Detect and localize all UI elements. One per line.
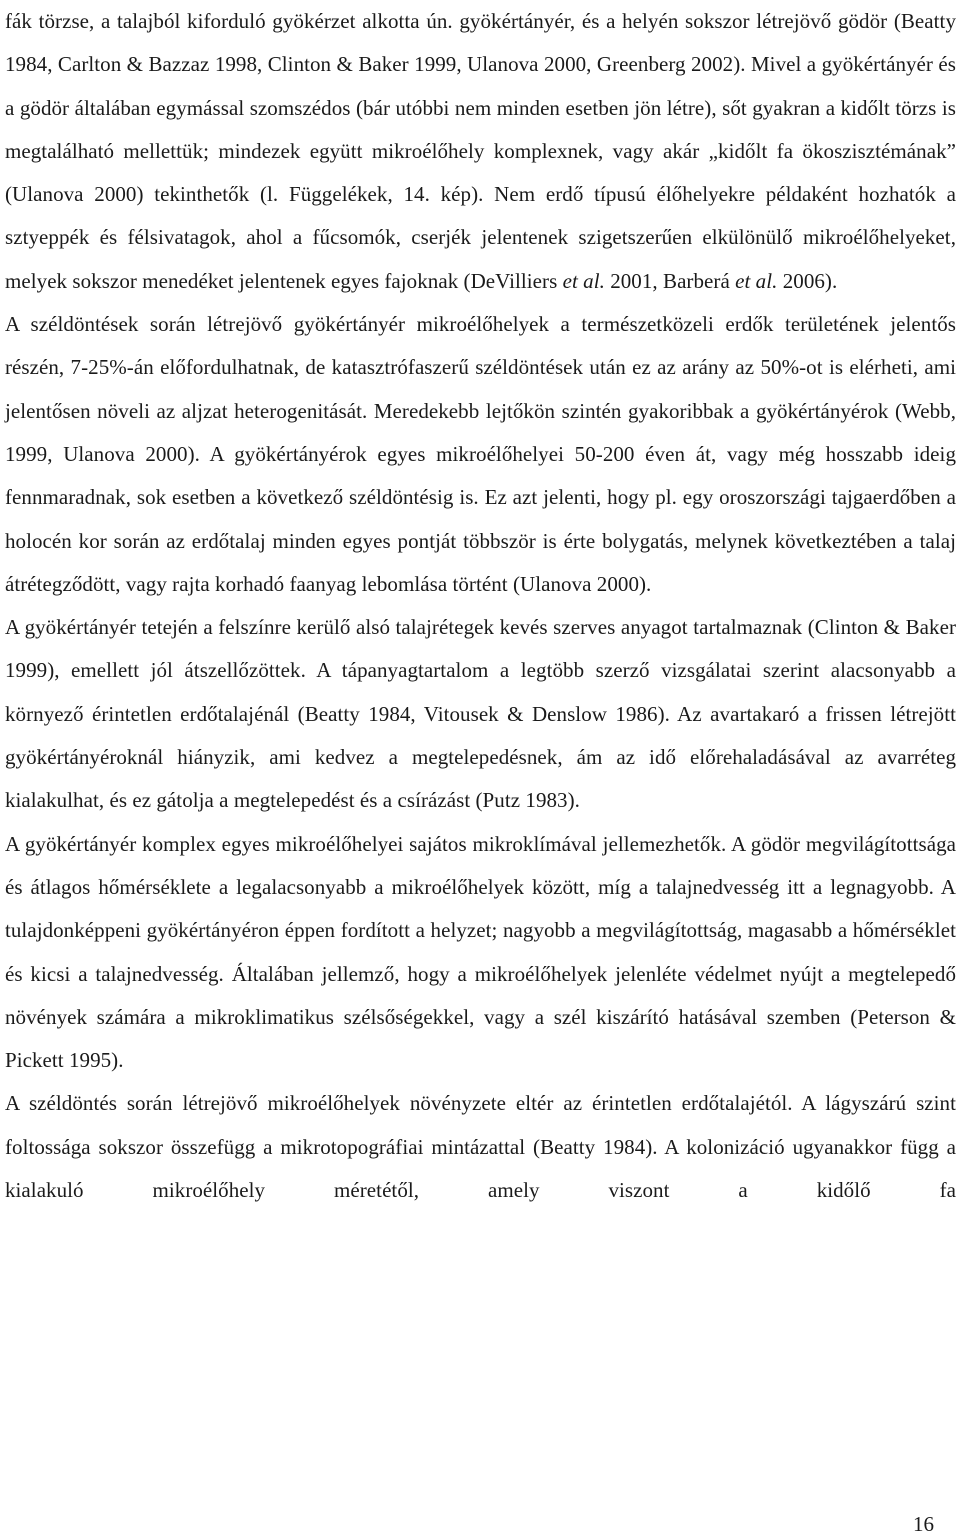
paragraph-1-italic-1: et al. bbox=[562, 268, 605, 293]
paragraph-5: A széldöntés során létrejövő mikroélőhelyek növényzete eltér az érintetlen erdőtalajétól. A lágyszárú szint foltossága sokszor összefügg a mikrotopográfiai mintázattal (Beatty 1984). A kolonizáció ugyanakkor függ a kialakuló mikroélőhely méretétől, amely viszont a kidőlő fa bbox=[5, 1091, 956, 1203]
body-text bbox=[5, 0, 956, 1212]
paragraph-1-tail: 2006). bbox=[777, 268, 838, 293]
paragraph-4: A gyökértányér komplex egyes mikroélőhelyei sajátos mikroklímával jellemezhetők. A gödör megvilágítottsága és átlagos hőmérséklete a legalacsonyabb a mikroélőhelyek között, míg a talajnedvesség itt a legnagyobb. A tulajdonképpeni gyökértányéron éppen fordított a helyzet; nagyobb a megvilágítottság, magasabb a hőmérséklet és kicsi a talajnedvesség. Általában jellemző, hogy a mikroélőhelyek jelenléte védelmet nyújt a megtelepedő növények számára a mikroklimatikus szélsőségekkel, vagy a szél kiszárító hatásával szemben (Peterson & Pickett 1995). bbox=[5, 831, 956, 1073]
paragraph-3: A gyökértányér tetején a felszínre kerülő alsó talajrétegek kevés szerves anyagot tartalmaznak (Clinton & Baker 1999), emellett jól átszellőzöttek. A tápanyagtartalom a legtöbb szerző vizsgálatai szerint alacsonyabb a környező érintetlen erdőtalajénál (Beatty 1984, Vitousek & Denslow 1986). Az avartakaró a frissen létrejött gyökértányéroknál hiányzik, ami kedvez a megtelepedésnek, ám az idő előrehaladásával az avarréteg kialakulhat, és ez gátolja a megtelepedést és a csírázást (Putz 1983). bbox=[5, 615, 956, 813]
paragraph-1-text: fák törzse, a talajból kiforduló gyökérzet alkotta ún. gyökértányér, és a helyén sokszor létrejövő gödör (Beatty 1984, Carlton & Bazzaz 1998, Clinton & Baker 1999, Ulanova 2000, Greenberg 2002). Mivel a gyökértányér és a gödör általában egymással szomszédos (bár utóbbi nem minden esetben jön létre), sőt gyakran a kidőlt törzs is megtalálható mellettük; mindezek együtt mikroélőhely komplexnek, vagy akár „kidőlt fa ökoszisztémának” (Ulanova 2000) tekinthetők (l. Függelékek, 14. kép). Nem erdő típusú élőhelyekre példaként hozhatók a sztyeppék és félsivatagok, ahol a fűcsomók, cserjék jelentenek szigetszerűen elkülönülő mikroélőhelyeket, melyek sokszor menedéket jelentenek egyes fajoknak (DeVilliers bbox=[5, 9, 956, 293]
page-number: 16 bbox=[913, 1512, 934, 1536]
paragraph-2: A széldöntések során létrejövő gyökértányér mikroélőhelyek a természetközeli erdők területének jelentős részén, 7-25%-án előfordulhatnak, de katasztrófaszerű széldöntések után ez az arány az 50%-ot is elérheti, ami jelentősen növeli az aljzat heterogenitását. Meredekebb lejtőkön szintén gyakoribbak a gyökértányérok (Webb, 1999, Ulanova 2000). A gyökértányérok egyes mikroélőhelyei 50-200 éven át, vagy még hosszabb ideig fennmaradnak, sok esetben a következő széldöntésig is. Ez azt jelenti, hogy pl. egy oroszországi tajgaerdőben a holocén kor során az erdőtalaj minden egyes pontját többször is érte bolygatás, melynek következtében a talaj átrétegződött, vagy rajta korhadó faanyag lebomlása történt (Ulanova 2000). bbox=[5, 312, 956, 596]
paragraph-1 bbox=[5, 0, 956, 303]
paragraph-1-italic-2: et al. bbox=[735, 268, 778, 293]
paragraph-1-mid: 2001, Barberá bbox=[604, 268, 736, 293]
